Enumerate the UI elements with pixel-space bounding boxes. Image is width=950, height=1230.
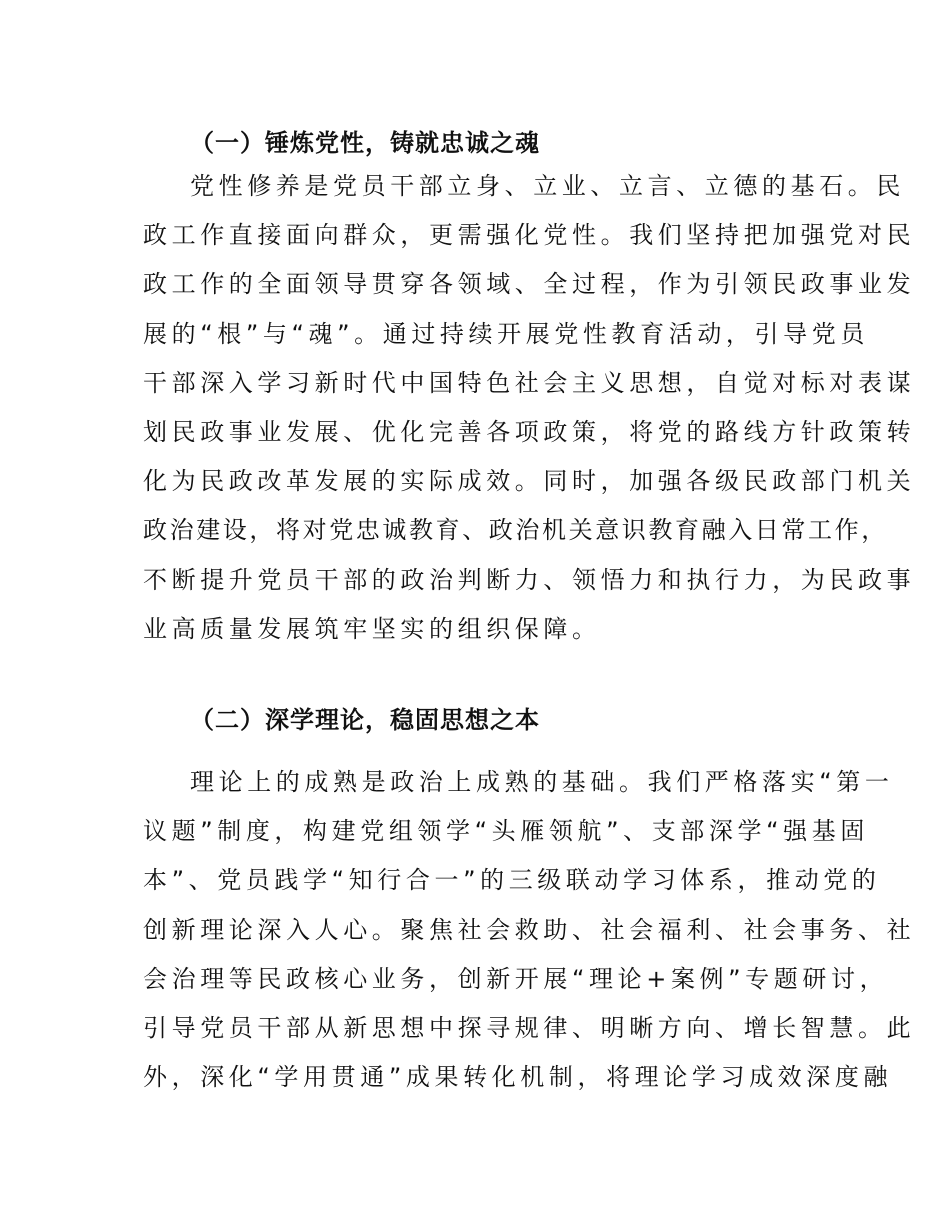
paragraph-line: 化为民政改革发展的实际成效。同时，加强各级民政部门机关 xyxy=(143,467,916,496)
paragraph-line: 干部深入学习新时代中国特色社会主义思想，自觉对标对表谋 xyxy=(143,368,916,397)
section-heading-2: （二）深学理论，稳固思想之本 xyxy=(190,706,540,734)
paragraph-line: 理论上的成熟是政治上成熟的基础。我们严格落实“第一 xyxy=(190,768,894,796)
paragraph-line: 引导党员干部从新思想中探寻规律、明晰方向、增长智慧。此 xyxy=(143,1013,916,1042)
paragraph-line: 会治理等民政核心业务，创新开展“理论+案例”专题研讨， xyxy=(143,964,889,993)
paragraph-line: 业高质量发展筑牢坚实的组织保障。 xyxy=(143,614,601,643)
paragraph-line: 划民政事业发展、优化完善各项政策，将党的路线方针政策转 xyxy=(143,417,916,446)
paragraph-line: 不断提升党员干部的政治判断力、领悟力和执行力，为民政事 xyxy=(143,565,916,594)
section-paragraph-2 xyxy=(143,758,916,1102)
paragraph-line: 创新理论深入人心。聚焦社会救助、社会福利、社会事务、社 xyxy=(143,915,916,944)
paragraph-line: 党性修养是党员干部立身、立业、立言、立德的基石。民 xyxy=(190,172,905,200)
paragraph-line: 外，深化“学用贯通”成果转化机制，将理论学习成效深度融 xyxy=(143,1063,893,1092)
paragraph-line: 本”、党员践学“知行合一”的三级联动学习体系，推动党的 xyxy=(143,866,881,895)
paragraph-line: 议题”制度，构建党组领学“头雁领航”、支部深学“强基固 xyxy=(143,817,869,846)
section-paragraph-1 xyxy=(143,162,916,654)
paragraph-line: 政治建设，将对党忠诚教育、政治机关意识教育融入日常工作， xyxy=(143,516,888,545)
paragraph-line: 政工作直接面向群众，更需强化党性。我们坚持把加强党对民 xyxy=(143,221,916,250)
section-heading-1: （一）锤炼党性，铸就忠诚之魂 xyxy=(190,129,540,157)
paragraph-line: 展的“根”与“魂”。通过持续开展党性教育活动，引导党员 xyxy=(143,319,869,348)
paragraph-line: 政工作的全面领导贯穿各领域、全过程，作为引领民政事业发 xyxy=(143,270,916,299)
